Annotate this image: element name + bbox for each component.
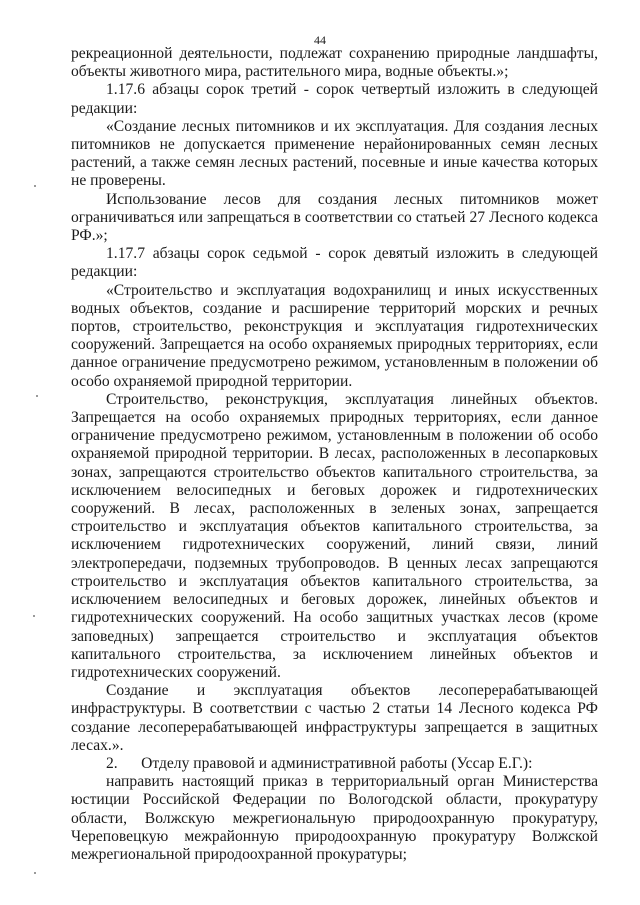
paragraph-wood-processing: Создание и эксплуатация объектов лесоперерабатывающей инфраструктуры. В соответствии с частью 2 статьи 14 Лесного кодекса РФ создание лесоперерабатывающей инфраструктуры запрещается в защитных лесах.». <box>71 682 598 754</box>
scan-speck <box>34 872 36 874</box>
scan-speck <box>36 395 38 397</box>
paragraph-item-2: 2. Отделу правовой и административной работы (Уссар Е.Г.): <box>106 754 533 772</box>
paragraph-item-1-17-7: 1.17.7 абзацы сорок седьмой - сорок девятый изложить в следующей редакции: <box>71 245 598 281</box>
paragraph-continuation: рекреационной деятельности, подлежат сохранению природные ландшафты, объекты животного мира, растительного мира, водные объекты.»; <box>71 45 598 81</box>
paragraph-linear-objects: Строительство, реконструкция, эксплуатация линейных объектов. Запрещается на особо охраняемых природных территориях, если данное ограничение предусмотрено режимом, установленным в положении об особо охраняемой природной территории. В лесах, расположенных в лесопарковых зонах, запрещаются строительство объектов капитального строительства, за исключением велосипедных и беговых дорожек и гидротехнических сооружений. В лесах, расположенных в зеленых зонах, запрещается строительство и эксплуатация объектов капитального строительства, за исключением гидротехнических сооружений, линий связи, линий электропередачи, подземных трубопроводов. В ценных лесах запрещаются строительство и эксплуатация объектов капитального строительства, за исключением велосипедных и беговых дорожек, линейных объектов и гидротехнических сооружений. На особо защитных участках лесов (кроме заповедных) запрещается строительство и эксплуатация объектов капитального строительства, за исключением линейных объектов и гидротехнических сооружений. <box>71 390 598 681</box>
paragraph-quote-reservoirs: «Строительство и эксплуатация водохранилищ и иных искусственных водных объектов, создание и расширение территорий морских и речных портов, строительство, реконструкция и эксплуатация гидротехнических сооружений. Запрещается на особо охраняемых природных территориях, если данное ограничение предусмотрено режимом, установленным в положении об особо охраняемой природной территории. <box>71 281 598 390</box>
paragraph-quote-nurseries: «Создание лесных питомников и их эксплуатация. Для создания лесных питомников не допускается применение нерайонированных семян лесных растений, а также семян лесных растений, посевные и иные качества которых не проверены. <box>71 117 598 190</box>
document-body <box>71 45 598 864</box>
paragraph-send-order: направить настоящий приказ в территориальный орган Министерства юстиции Российской Федерации по Вологодской области, прокуратуру области, Волжскую межрегиональную природоохранную прокуратуру, Череповецкую межрайонную природоохранную прокуратуру Волжской межрегиональной природоохранной прокуратуры; <box>71 773 598 863</box>
paragraph-item-1-17-6: 1.17.6 абзацы сорок третий - сорок четвертый изложить в следующей редакции: <box>71 81 598 117</box>
scan-speck <box>33 615 35 617</box>
page-number: 44 <box>314 33 326 47</box>
scan-speck <box>34 185 36 187</box>
paragraph-forest-use: Использование лесов для создания лесных питомников может ограничиваться или запрещаться в соответствии со статьей 27 Лесного кодекса РФ.»; <box>71 190 598 245</box>
